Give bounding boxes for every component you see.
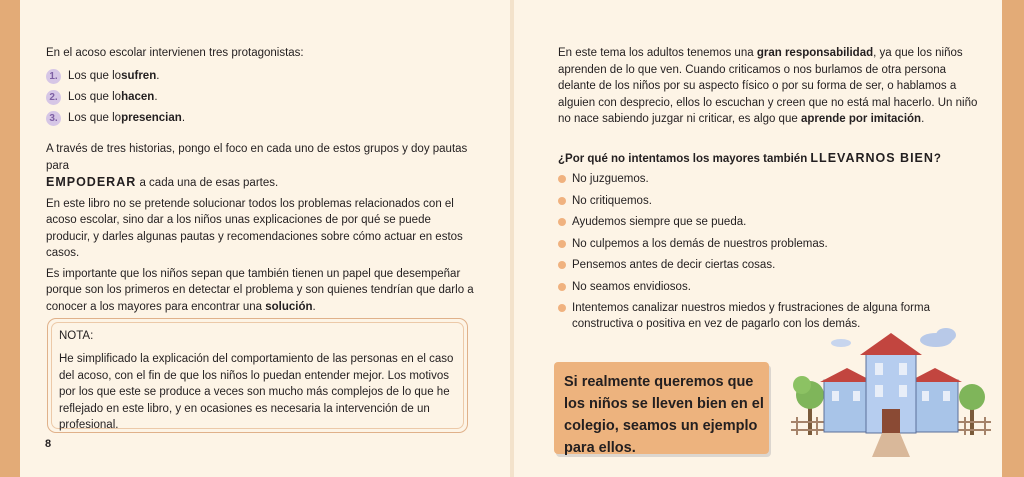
list-item: Pensemos antes de decir ciertas cosas. xyxy=(558,257,988,273)
page-number: 8 xyxy=(45,438,52,450)
list-item: No juzguemos. xyxy=(558,171,988,187)
paragraph-empoderar: A través de tres historias, pongo el foco en cada uno de estos grupos y doy pautas para EMPODERAR a cada una de esas partes. xyxy=(46,143,468,189)
number-1-icon: 1. xyxy=(46,69,61,84)
list-item: No critiquemos. xyxy=(558,193,988,209)
intro-text: En el acoso escolar intervienen tres protagonistas: xyxy=(46,47,304,59)
note-box xyxy=(47,318,468,433)
tips-list xyxy=(558,171,988,338)
list-item: Intentemos canalizar nuestros miedos y frustraciones de alguna forma constructiva o positiva en vez de pagarlo con los demás. xyxy=(558,300,988,332)
school-illustration xyxy=(786,325,996,465)
list-item: 3. Los que lo presencian . xyxy=(46,108,476,129)
list-item: Ayudemos siempre que se pueda. xyxy=(558,214,988,230)
paragraph-purpose: En este libro no se pretende solucionar todos los problemas relacionados con el acoso escolar, sino dar a los niños unas explicaciones de por qué se puede producir, y darles algunas pautas y recomendaciones sobre cómo actuar en estos casos. xyxy=(46,197,463,259)
callout-box xyxy=(554,362,769,454)
list-item: No seamos envidiosos. xyxy=(558,279,988,295)
list-item: No culpemos a los demás de nuestros problemas. xyxy=(558,236,988,252)
number-2-icon: 2. xyxy=(46,90,61,105)
path-icon xyxy=(872,433,910,457)
list-item: 1. Los que lo sufren . xyxy=(46,66,476,87)
list-item: 2. Los que lo hacen . xyxy=(46,87,476,108)
number-3-icon: 3. xyxy=(46,111,61,126)
intro-block xyxy=(46,45,476,129)
paragraph-role: Es importante que los niños sepan que también tienen un papel que desempeñar porque son los primeros en detectar el problema y son quienes tendrían que darlo a conocer a los mayores para encontrar una solución. xyxy=(46,267,474,313)
right-page xyxy=(514,0,1002,477)
note-title: NOTA: xyxy=(59,330,94,342)
school-building-icon xyxy=(820,333,962,433)
question-heading: ¿Por qué no intentamos los mayores también LLEVARNOS BIEN? xyxy=(558,151,941,165)
protagonist-list xyxy=(46,66,476,129)
paragraph-responsibility: En este tema los adultos tenemos una gran responsabilidad, ya que los niños aprenden de lo que ven. Cuando criticamos o nos burlamos de otra persona delante de los niños por su aspecto físico o por su forma de ser, o hablamos a alguien con desprecio, ellos lo escuchan y creen que no está mal hacerlo. Un niño no nace sabiendo juzgar ni criticar, es algo que aprende por imitación. xyxy=(558,47,978,125)
note-text: He simplificado la explicación del comportamiento de las personas en el caso del acoso, con el fin de que los niños lo puedan entender mejor. Los motivos por los que este se produce a veces son mucho más complejos de lo que he reflejado en este libro, y en ocasiones es necesaria la intervención de un profesional. xyxy=(59,353,454,431)
left-page xyxy=(20,0,510,477)
callout-text: Si realmente queremos que los niños se lleven bien en el colegio, seamos un ejemplo para ellos. xyxy=(564,374,764,456)
body-paragraphs xyxy=(46,141,478,319)
